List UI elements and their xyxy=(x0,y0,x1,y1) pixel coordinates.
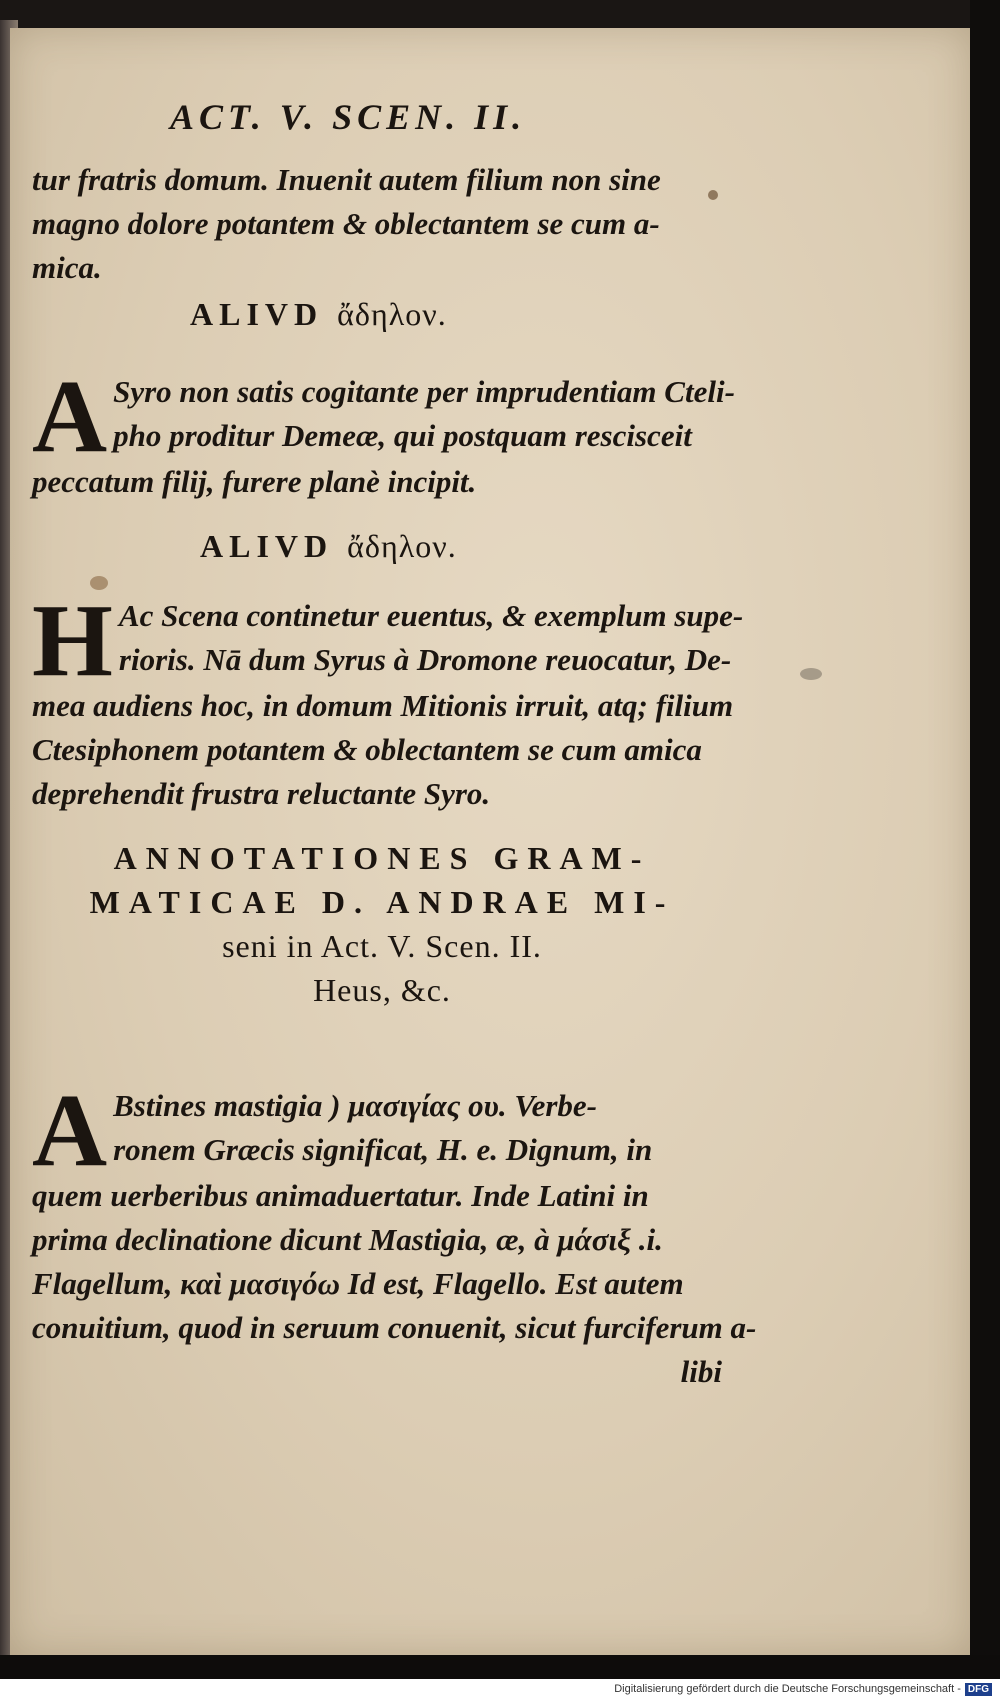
aliud-2-paragraph xyxy=(32,583,744,816)
intro-paragraph xyxy=(32,158,732,290)
scan-border-right xyxy=(970,0,1000,1699)
text-line: rioris. Nā dum Syrus à Dromone reuocatur, De- xyxy=(118,642,732,677)
text-line: peccatum filij, furere planè incipit. xyxy=(32,464,477,499)
footer-text: Digitalisierung gefördert durch die Deutsche Forschungsgemeinschaft - xyxy=(614,1683,961,1695)
heading-line: MATICAE D. ANDRAE MI- xyxy=(89,884,675,920)
text-line: deprehendit frustra reluctante Syro. xyxy=(32,776,491,811)
text-line: tur fratris domum. Inuenit autem filium non sine xyxy=(32,162,661,197)
section-title-latin: ALIVD xyxy=(200,528,334,564)
text-line: magno dolore potantem & oblectantem se cum a- xyxy=(32,206,660,241)
section-title-aliud-1 xyxy=(190,296,447,333)
text-line: conuitium, quod in seruum conuenit, sicut furciferum a- xyxy=(32,1310,757,1345)
drop-cap: A xyxy=(32,359,108,474)
annotations-heading xyxy=(32,836,732,1012)
aliud-1-paragraph xyxy=(32,359,735,504)
text-line: prima declinatione dicunt Mastigia, æ, à μάσιξ .i. xyxy=(32,1222,663,1257)
text-line: Ctesiphonem potantem & oblectantem se cum amica xyxy=(32,732,702,767)
text-line: Syro non satis cogitante per imprudentiam Cteli- xyxy=(113,374,735,409)
digitization-footer xyxy=(0,1679,1000,1699)
section-title-greek: ἄδηλον. xyxy=(347,528,457,564)
text-line: Ac Scena continetur euentus, & exemplum supe- xyxy=(118,598,744,633)
section-title-aliud-2 xyxy=(200,528,457,565)
drop-cap: A xyxy=(32,1073,108,1188)
text-line: Flagellum, καὶ μασιγόω Id est, Flagello. Est autem xyxy=(32,1266,684,1301)
text-line: mea audiens hoc, in domum Mitionis irruit, atq; filium xyxy=(32,688,734,723)
section-title-greek: ἄδηλον. xyxy=(337,296,447,332)
book-page xyxy=(10,28,970,1656)
text-line: quem uerberibus animaduertatur. Inde Latini in xyxy=(32,1178,649,1213)
heading-line: ANNOTATIONES GRAM- xyxy=(113,840,651,876)
annotations-paragraph xyxy=(32,1073,757,1394)
dfg-logo[interactable]: DFG xyxy=(965,1683,992,1696)
text-line: ronem Græcis significat, H. e. Dignum, in xyxy=(113,1132,653,1167)
catchword: libi xyxy=(680,1354,722,1389)
heading-line: Heus, &c. xyxy=(313,972,451,1008)
text-line: mica. xyxy=(32,250,102,285)
drop-cap: H xyxy=(32,583,113,698)
running-header: ACT. V. SCEN. II. xyxy=(170,97,527,137)
text-line: pho proditur Demeæ, qui postquam rescisceit xyxy=(113,418,692,453)
text-line: Bstines mastigia ) μασιγίας ου. Verbe- xyxy=(113,1088,597,1123)
heading-line: seni in Act. V. Scen. II. xyxy=(222,928,542,964)
ink-spot xyxy=(800,668,822,680)
section-title-latin: ALIVD xyxy=(190,296,324,332)
